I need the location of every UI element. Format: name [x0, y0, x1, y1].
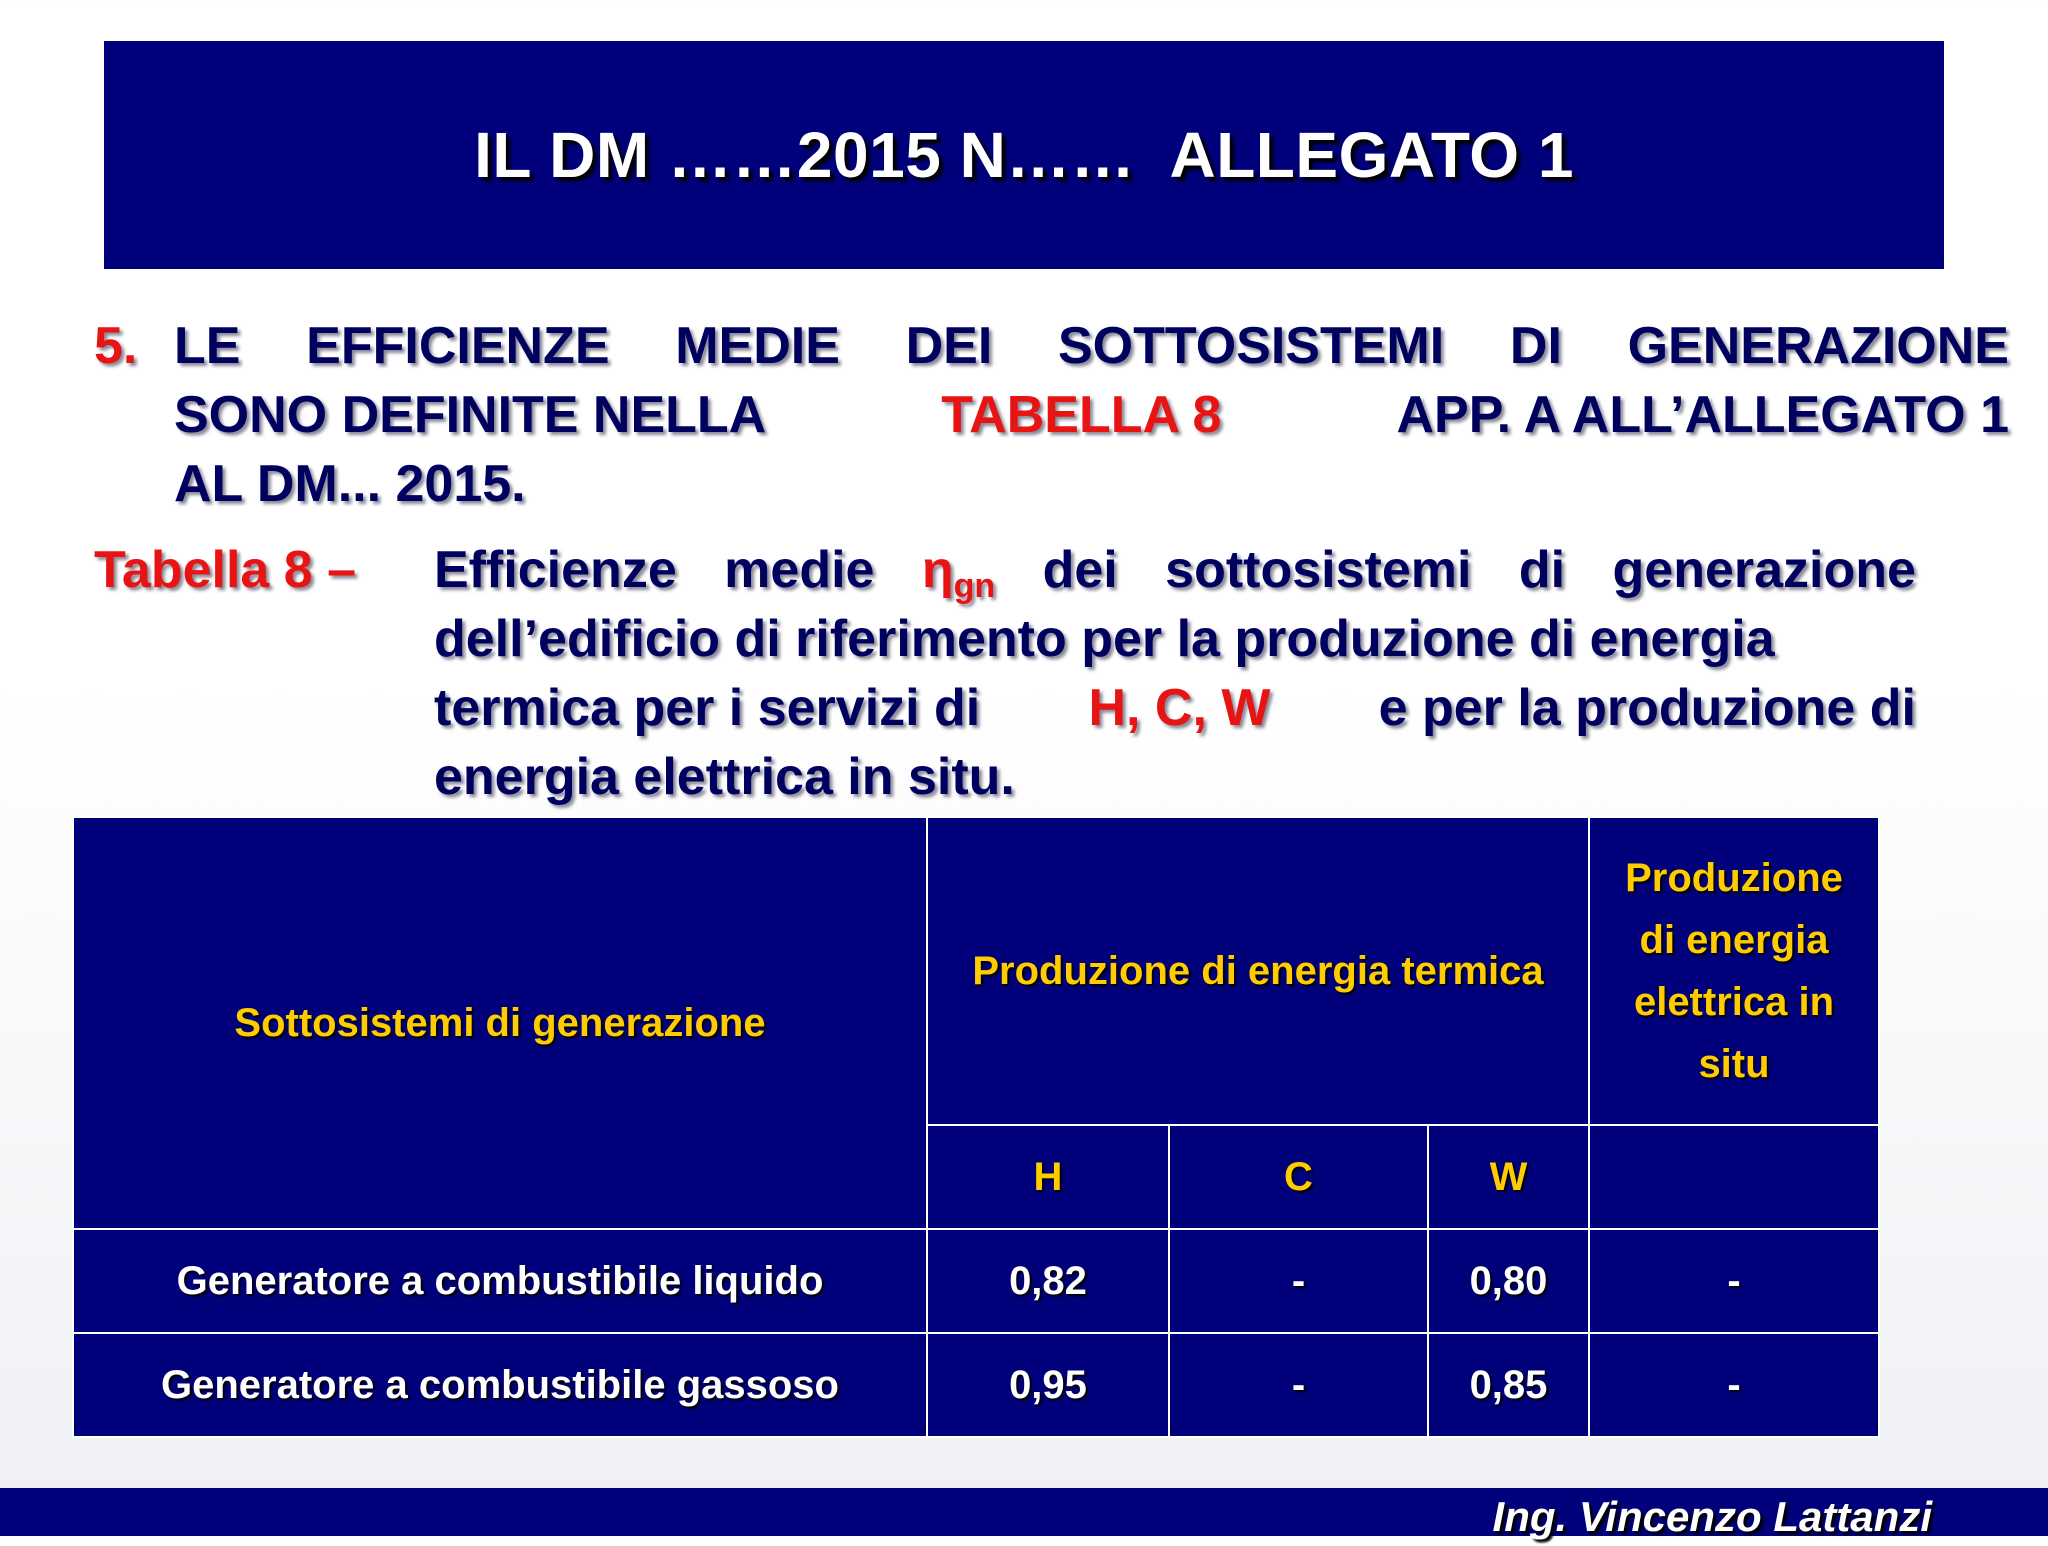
paragraph-line-3: AL DM... 2015. [174, 455, 526, 513]
word: sottosistemi [1165, 541, 1472, 599]
word: DI [1509, 317, 1562, 375]
header-subsystems: Sottosistemi di generazione [73, 817, 927, 1229]
paragraph-number: 5. [94, 317, 138, 375]
row-name: Generatore a combustibile gassoso [73, 1333, 927, 1437]
word: Efficienze [434, 541, 677, 599]
header-line: di energia [1639, 918, 1829, 962]
table-row [73, 1333, 1879, 1437]
word: medie [724, 541, 875, 599]
header-line: Produzione [1625, 856, 1843, 900]
footer-author: Ing. Vincenzo Lattanzi [1492, 1493, 1932, 1540]
header-line: elettrica in [1633, 980, 1835, 1024]
services-highlight: H, C, W [1088, 679, 1271, 737]
eta-subscript: gn [953, 567, 996, 605]
header-line: situ [1698, 1042, 1770, 1086]
word: SOTTOSISTEMI [1057, 317, 1445, 375]
subheader-empty [1589, 1125, 1879, 1229]
header-thermal-production: Produzione di energia termica [927, 817, 1589, 1125]
caption-row-2 [434, 605, 1916, 674]
caption-row-1 [434, 536, 1916, 605]
word: EFFICIENZE [306, 317, 610, 375]
table-reference: TABELLA 8 [941, 386, 1222, 444]
caption-label: Tabella 8 – [94, 541, 357, 599]
cell-c: - [1169, 1333, 1428, 1437]
cell-electric: - [1589, 1229, 1879, 1333]
subheader-w: W [1428, 1125, 1589, 1229]
text-segment: termica per i servizi di [434, 679, 981, 737]
cell-h: 0,82 [927, 1229, 1169, 1333]
text-segment: APP. A ALL’ALLEGATO 1 [1396, 386, 2009, 444]
efficiency-table [72, 816, 1880, 1438]
text-segment: SONO DEFINITE NELLA [174, 386, 767, 444]
word: di [1518, 541, 1566, 599]
cell-electric: - [1589, 1333, 1879, 1437]
word: generazione [1612, 541, 1916, 599]
word: GENERAZIONE [1627, 317, 2009, 375]
caption-row-3 [434, 674, 1916, 743]
eta-letter: η [921, 541, 954, 599]
row-name: Generatore a combustibile liquido [73, 1229, 927, 1333]
eta-symbol [922, 536, 995, 605]
paragraph-line-2 [174, 381, 2009, 450]
header-electric-production [1589, 817, 1879, 1125]
word: MEDIE [675, 317, 840, 375]
cell-w: 0,80 [1428, 1229, 1589, 1333]
word: dei [1042, 541, 1118, 599]
text-segment: e per la produzione di [1378, 679, 1916, 737]
text-segment: dell’edificio di riferimento per la produzione di energia [434, 610, 1775, 668]
slide-title: IL DM ……2015 N…… ALLEGATO 1 [474, 119, 1574, 191]
word: DEI [905, 317, 993, 375]
table-row [73, 1229, 1879, 1333]
subheader-h: H [927, 1125, 1169, 1229]
cell-h: 0,95 [927, 1333, 1169, 1437]
cell-c: - [1169, 1229, 1428, 1333]
title-banner [104, 41, 1944, 269]
cell-w: 0,85 [1428, 1333, 1589, 1437]
subheader-c: C [1169, 1125, 1428, 1229]
caption-row-4: energia elettrica in situ. [434, 748, 1015, 806]
paragraph-line-1 [174, 312, 2009, 381]
word: LE [174, 317, 241, 375]
